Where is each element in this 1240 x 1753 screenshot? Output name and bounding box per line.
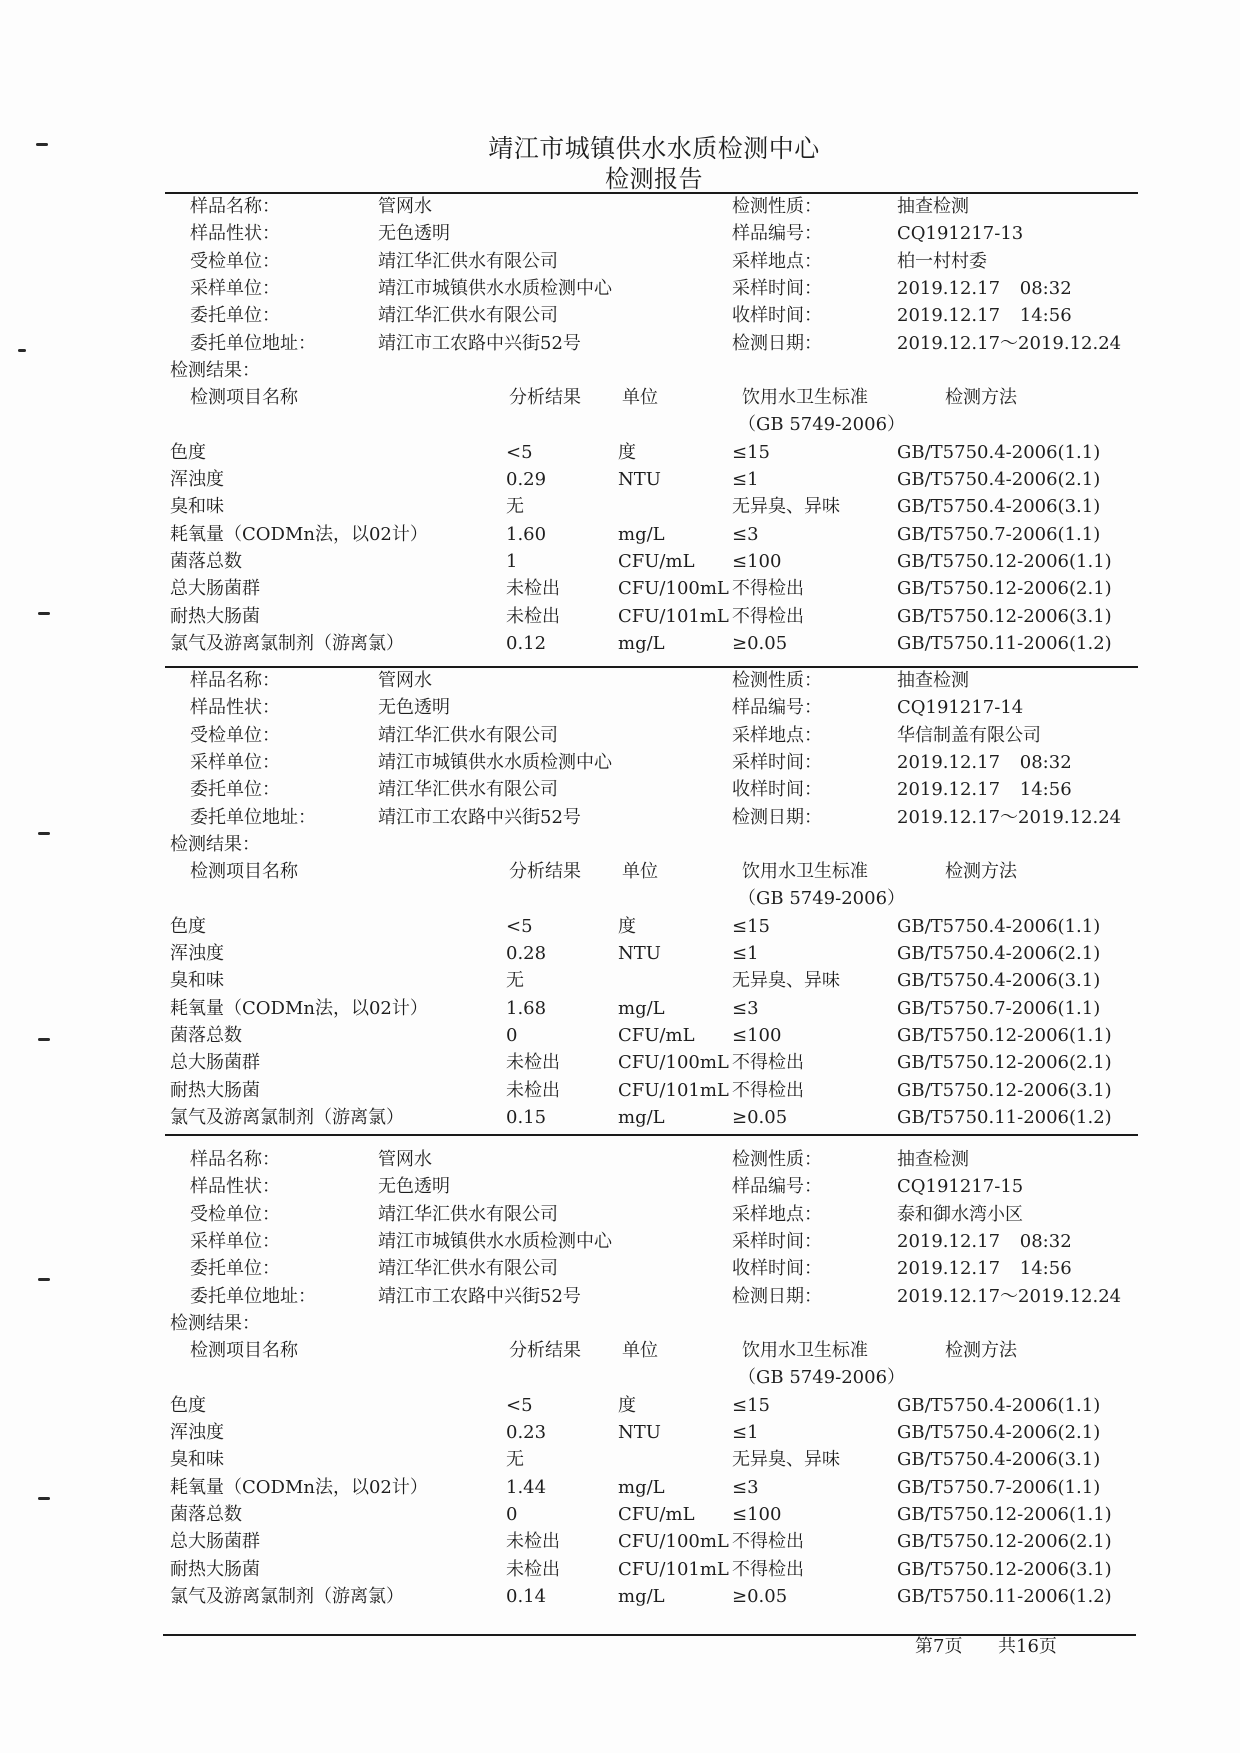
item-name: 氯气及游离氯制剂（游离氯）: [170, 1106, 404, 1128]
item-name: 耗氧量（CODMn法，以02计）: [170, 523, 428, 545]
info-value: 靖江市工农路中兴街52号: [378, 806, 581, 828]
info-label: 收样时间：: [732, 305, 822, 327]
item-result: <5: [506, 915, 533, 937]
item-standard: 无异臭、异味: [732, 496, 840, 518]
item-standard: ≤100: [732, 1024, 782, 1046]
info-value: 抽查检测: [897, 1149, 969, 1170]
info-value: CQ191217-14: [897, 697, 1024, 719]
info-label: 收样时间：: [732, 779, 822, 801]
item-unit: mg/L: [618, 1106, 665, 1128]
item-method: GB/T5750.12-2006(2.1): [897, 1052, 1112, 1074]
info-label: 样品编号：: [732, 223, 822, 245]
info-label: 采样地点：: [732, 1203, 822, 1225]
item-unit: mg/L: [618, 1476, 665, 1498]
item-unit: NTU: [618, 943, 661, 964]
item-unit: CFU/101mL: [618, 605, 729, 627]
item-method: GB/T5750.4-2006(3.1): [897, 970, 1101, 992]
info-value: 靖江市工农路中兴街52号: [378, 332, 581, 354]
item-result: 无: [506, 970, 524, 992]
item-unit: CFU/100mL: [618, 578, 729, 600]
info-label: 委托单位：: [190, 1258, 280, 1280]
item-unit: 度: [618, 1394, 636, 1416]
item-standard: ≤1: [732, 943, 759, 964]
item-standard: ≤15: [732, 441, 770, 463]
item-result: 0.15: [506, 1106, 547, 1128]
info-value: 靖江华汇供水有限公司: [378, 779, 558, 801]
info-value: 管网水: [378, 196, 432, 217]
item-method: GB/T5750.7-2006(1.1): [897, 997, 1101, 1019]
item-unit: 度: [618, 915, 636, 937]
info-value: 靖江华汇供水有限公司: [378, 305, 558, 327]
info-label: 采样单位：: [190, 277, 280, 299]
item-method: GB/T5750.7-2006(1.1): [897, 1476, 1101, 1498]
info-value: 柏一村村委: [897, 250, 987, 272]
column-header-item: 检测项目名称: [190, 387, 298, 409]
item-standard: ≤100: [732, 1503, 782, 1525]
column-header-standard: 饮用水卫生标准: [742, 1340, 868, 1362]
info-value: 抽查检测: [897, 670, 969, 691]
item-name: 总大肠菌群: [170, 578, 260, 600]
item-method: GB/T5750.11-2006(1.2): [897, 1106, 1112, 1128]
item-standard: ≤1: [732, 469, 759, 490]
info-value: 靖江市工农路中兴街52号: [378, 1285, 581, 1307]
info-value: CQ191217-13: [897, 223, 1024, 245]
info-value: 2019.12.17 14:56: [897, 1258, 1072, 1280]
column-header-result: 分析结果: [509, 387, 581, 409]
column-header-method: 检测方法: [945, 1340, 1017, 1362]
item-unit: mg/L: [618, 997, 665, 1019]
item-standard: 无异臭、异味: [732, 970, 840, 992]
item-result: 0.29: [506, 469, 547, 490]
footer-total-pages: 共16页: [998, 1636, 1057, 1657]
info-value: 管网水: [378, 1149, 432, 1170]
info-value: 靖江华汇供水有限公司: [378, 724, 558, 746]
item-standard: 无异臭、异味: [732, 1449, 840, 1471]
item-standard: ≤100: [732, 550, 782, 572]
item-name: 耐热大肠菌: [170, 1558, 260, 1580]
item-unit: CFU/100mL: [618, 1531, 729, 1553]
column-header-standard: 饮用水卫生标准: [742, 861, 868, 883]
info-label: 采样时间：: [732, 277, 822, 299]
item-name: 臭和味: [170, 1449, 224, 1471]
info-value: 靖江市城镇供水水质检测中心: [378, 277, 612, 299]
column-header-unit: 单位: [622, 387, 658, 409]
item-unit: mg/L: [618, 523, 665, 545]
column-header-standard-ref: （GB 5749-2006）: [738, 888, 906, 910]
item-result: 未检出: [506, 1052, 560, 1074]
item-unit: CFU/101mL: [618, 1558, 729, 1580]
column-header-result: 分析结果: [509, 861, 581, 883]
item-result: 无: [506, 496, 524, 518]
info-label: 样品性状：: [190, 223, 280, 245]
info-value: 无色透明: [378, 697, 450, 719]
item-result: 1.44: [506, 1476, 547, 1498]
item-standard: ≥0.05: [732, 632, 788, 654]
info-label: 受检单位：: [190, 250, 280, 272]
item-unit: CFU/mL: [618, 1024, 695, 1046]
info-value: 2019.12.17～2019.12.24: [897, 332, 1122, 354]
item-method: GB/T5750.7-2006(1.1): [897, 523, 1101, 545]
column-header-standard-ref: （GB 5749-2006）: [738, 1367, 906, 1389]
item-standard: ≤3: [732, 997, 759, 1019]
column-header-unit: 单位: [622, 1340, 658, 1362]
results-heading: 检测结果：: [170, 359, 260, 381]
info-label: 检测性质：: [732, 670, 822, 691]
item-name: 浑浊度: [170, 1422, 224, 1443]
item-method: GB/T5750.12-2006(2.1): [897, 1531, 1112, 1553]
item-name: 总大肠菌群: [170, 1052, 260, 1074]
info-label: 采样单位：: [190, 751, 280, 773]
info-value: 泰和御水湾小区: [897, 1203, 1023, 1225]
item-name: 氯气及游离氯制剂（游离氯）: [170, 1585, 404, 1607]
sample-section: [0, 668, 1240, 1138]
info-label: 委托单位：: [190, 779, 280, 801]
info-value: 2019.12.17 08:32: [897, 751, 1072, 773]
item-name: 耗氧量（CODMn法，以02计）: [170, 1476, 428, 1498]
item-method: GB/T5750.12-2006(3.1): [897, 605, 1112, 627]
item-method: GB/T5750.4-2006(1.1): [897, 441, 1101, 463]
item-method: GB/T5750.4-2006(3.1): [897, 496, 1101, 518]
item-method: GB/T5750.4-2006(1.1): [897, 915, 1101, 937]
info-value: CQ191217-15: [897, 1176, 1024, 1198]
info-label: 委托单位地址：: [190, 332, 316, 354]
column-header-standard-ref: （GB 5749-2006）: [738, 414, 906, 436]
item-result: 1: [506, 550, 518, 572]
info-label: 收样时间：: [732, 1258, 822, 1280]
item-result: 0.28: [506, 943, 547, 964]
item-standard: ≥0.05: [732, 1585, 788, 1607]
info-label: 检测日期：: [732, 332, 822, 354]
item-unit: NTU: [618, 1422, 661, 1443]
item-standard: ≤3: [732, 1476, 759, 1498]
info-label: 采样地点：: [732, 250, 822, 272]
item-name: 菌落总数: [170, 1503, 242, 1525]
item-method: GB/T5750.11-2006(1.2): [897, 1585, 1112, 1607]
info-label: 样品性状：: [190, 1176, 280, 1198]
info-label: 受检单位：: [190, 724, 280, 746]
item-unit: 度: [618, 441, 636, 463]
item-name: 总大肠菌群: [170, 1531, 260, 1553]
info-value: 无色透明: [378, 223, 450, 245]
bottom-divider: [163, 1634, 1136, 1636]
item-result: 未检出: [506, 1531, 560, 1553]
item-unit: CFU/mL: [618, 550, 695, 572]
item-standard: 不得检出: [732, 1558, 804, 1580]
item-result: 0.12: [506, 632, 547, 654]
info-label: 样品名称：: [190, 670, 280, 691]
item-unit: NTU: [618, 469, 661, 490]
item-result: 未检出: [506, 578, 560, 600]
info-value: 无色透明: [378, 1176, 450, 1198]
sample-section: [0, 1147, 1240, 1617]
info-label: 检测日期：: [732, 806, 822, 828]
item-method: GB/T5750.4-2006(2.1): [897, 469, 1101, 490]
report-org-title: 靖江市城镇供水水质检测中心: [488, 134, 820, 163]
info-value: 靖江市城镇供水水质检测中心: [378, 751, 612, 773]
info-label: 委托单位地址：: [190, 806, 316, 828]
info-value: 抽查检测: [897, 196, 969, 217]
info-value: 2019.12.17 14:56: [897, 779, 1072, 801]
info-label: 受检单位：: [190, 1203, 280, 1225]
info-label: 检测性质：: [732, 196, 822, 217]
item-result: 未检出: [506, 605, 560, 627]
item-method: GB/T5750.12-2006(3.1): [897, 1079, 1112, 1101]
item-standard: 不得检出: [732, 1079, 804, 1101]
sample-section: [0, 194, 1240, 664]
info-label: 样品名称：: [190, 1149, 280, 1170]
info-value: 靖江华汇供水有限公司: [378, 1203, 558, 1225]
item-result: 0.23: [506, 1422, 547, 1443]
column-header-method: 检测方法: [945, 861, 1017, 883]
info-value: 2019.12.17 08:32: [897, 1230, 1072, 1252]
info-value: 2019.12.17～2019.12.24: [897, 1285, 1122, 1307]
column-header-standard: 饮用水卫生标准: [742, 387, 868, 409]
item-standard: 不得检出: [732, 578, 804, 600]
item-method: GB/T5750.4-2006(2.1): [897, 1422, 1101, 1443]
item-unit: CFU/101mL: [618, 1079, 729, 1101]
item-name: 菌落总数: [170, 1024, 242, 1046]
item-name: 耐热大肠菌: [170, 1079, 260, 1101]
column-header-unit: 单位: [622, 861, 658, 883]
item-result: 未检出: [506, 1079, 560, 1101]
item-standard: 不得检出: [732, 1052, 804, 1074]
item-result: 1.60: [506, 523, 547, 545]
item-name: 臭和味: [170, 496, 224, 518]
item-name: 色度: [170, 441, 206, 463]
column-header-item: 检测项目名称: [190, 861, 298, 883]
item-standard: ≤3: [732, 523, 759, 545]
item-result: <5: [506, 1394, 533, 1416]
column-header-item: 检测项目名称: [190, 1340, 298, 1362]
item-result: 1.68: [506, 997, 547, 1019]
item-name: 浑浊度: [170, 469, 224, 490]
column-header-result: 分析结果: [509, 1340, 581, 1362]
item-name: 菌落总数: [170, 550, 242, 572]
info-label: 委托单位地址：: [190, 1285, 316, 1307]
item-result: 0.14: [506, 1585, 547, 1607]
info-label: 委托单位：: [190, 305, 280, 327]
item-standard: ≤15: [732, 1394, 770, 1416]
item-result: 0: [506, 1024, 518, 1046]
item-result: <5: [506, 441, 533, 463]
item-name: 浑浊度: [170, 943, 224, 964]
info-label: 样品编号：: [732, 1176, 822, 1198]
item-unit: CFU/100mL: [618, 1052, 729, 1074]
info-label: 样品性状：: [190, 697, 280, 719]
item-name: 臭和味: [170, 970, 224, 992]
info-value: 靖江市城镇供水水质检测中心: [378, 1230, 612, 1252]
item-name: 耗氧量（CODMn法，以02计）: [170, 997, 428, 1019]
info-label: 样品编号：: [732, 697, 822, 719]
info-label: 检测性质：: [732, 1149, 822, 1170]
info-label: 检测日期：: [732, 1285, 822, 1307]
item-name: 耐热大肠菌: [170, 605, 260, 627]
item-result: 未检出: [506, 1558, 560, 1580]
item-unit: mg/L: [618, 632, 665, 654]
item-standard: ≤1: [732, 1422, 759, 1443]
item-standard: 不得检出: [732, 605, 804, 627]
item-unit: mg/L: [618, 1585, 665, 1607]
item-method: GB/T5750.11-2006(1.2): [897, 632, 1112, 654]
info-label: 采样地点：: [732, 724, 822, 746]
item-standard: ≤15: [732, 915, 770, 937]
column-header-method: 检测方法: [945, 387, 1017, 409]
info-value: 2019.12.17～2019.12.24: [897, 806, 1122, 828]
info-label: 样品名称：: [190, 196, 280, 217]
item-standard: ≥0.05: [732, 1106, 788, 1128]
info-label: 采样时间：: [732, 751, 822, 773]
item-method: GB/T5750.12-2006(1.1): [897, 1024, 1112, 1046]
item-standard: 不得检出: [732, 1531, 804, 1553]
item-method: GB/T5750.4-2006(2.1): [897, 943, 1101, 964]
info-label: 采样时间：: [732, 1230, 822, 1252]
item-name: 色度: [170, 915, 206, 937]
results-heading: 检测结果：: [170, 833, 260, 855]
info-value: 华信制盖有限公司: [897, 724, 1041, 746]
item-method: GB/T5750.12-2006(1.1): [897, 1503, 1112, 1525]
info-value: 靖江华汇供水有限公司: [378, 1258, 558, 1280]
footer-page-number: 第7页: [915, 1636, 963, 1657]
item-method: GB/T5750.12-2006(1.1): [897, 550, 1112, 572]
info-label: 采样单位：: [190, 1230, 280, 1252]
item-result: 无: [506, 1449, 524, 1471]
report-title: 检测报告: [605, 165, 703, 193]
info-value: 靖江华汇供水有限公司: [378, 250, 558, 272]
info-value: 管网水: [378, 670, 432, 691]
info-value: 2019.12.17 08:32: [897, 277, 1072, 299]
item-method: GB/T5750.4-2006(1.1): [897, 1394, 1101, 1416]
item-unit: CFU/mL: [618, 1503, 695, 1525]
item-method: GB/T5750.12-2006(2.1): [897, 578, 1112, 600]
results-heading: 检测结果：: [170, 1312, 260, 1334]
info-value: 2019.12.17 14:56: [897, 305, 1072, 327]
item-method: GB/T5750.12-2006(3.1): [897, 1558, 1112, 1580]
item-name: 氯气及游离氯制剂（游离氯）: [170, 632, 404, 654]
item-result: 0: [506, 1503, 518, 1525]
item-name: 色度: [170, 1394, 206, 1416]
item-method: GB/T5750.4-2006(3.1): [897, 1449, 1101, 1471]
